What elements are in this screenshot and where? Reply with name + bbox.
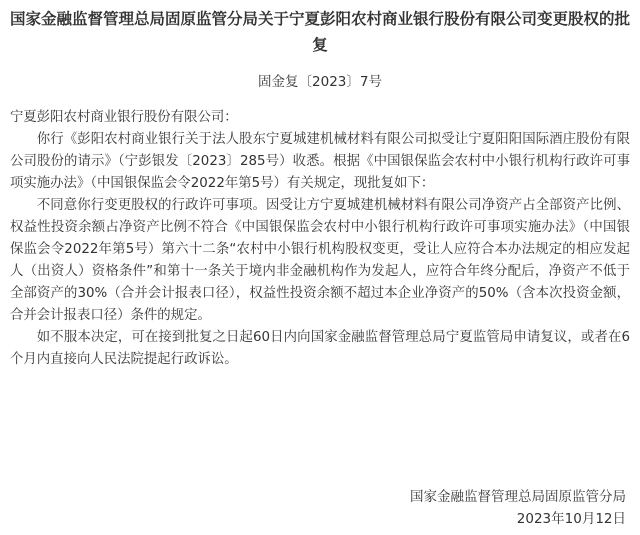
signature-organization: 国家金融监督管理总局固原监管分局 (410, 489, 626, 505)
document-body (10, 107, 630, 371)
document-page (0, 6, 640, 535)
salutation: 宁夏彭阳农村商业银行股份有限公司： (10, 110, 238, 125)
paragraph-decision: 不同意你行变更股权的行政许可事项。因受让方宁夏城建机械材料有限公司净资产占全部资产比例、权益性投资余额占净资产比例不符合《中国银保监会农村中小银行机构行政许可事项实施办法》（中国银保监会令2022年第5号）第六十二条“农村中小银行机构股权变更，受让人应符合本办法规定的相应发起人（出资人）资格条件”和第十一条关于境内非金融机构作为发起人，应符合年终分配后，净资产不低于全部资产的30%（合并会计报表口径），权益性投资余额不超过本企业净资产的50%（含本次投资金额，合并会计报表口径）条件的规定。 (10, 198, 630, 323)
signature-date: 2023年10月12日 (516, 511, 626, 527)
paragraph-request-received: 你行《彭阳农村商业银行关于法人股东宁夏城建机械材料有限公司拟受让宁夏阳阳国际酒庄股份有限公司股份的请示》（宁彭银发〔2023〕285号）收悉。根据《中国银保监会农村中小银行机构行政许可事项实施办法》（中国银保监会令2022年第5号）有关规定，现批复如下： (10, 132, 630, 191)
paragraph-appeal-rights: 如不服本决定，可在接到批复之日起60日内向国家金融监督管理总局宁夏监管局申请复议，或者在6个月内直接向人民法院提起行政诉讼。 (10, 330, 630, 367)
document-title: 国家金融监督管理总局固原监管分局关于宁夏彭阳农村商业银行股份有限公司变更股权的批复 (10, 10, 631, 54)
document-number: 固金复〔2023〕7号 (258, 74, 382, 90)
